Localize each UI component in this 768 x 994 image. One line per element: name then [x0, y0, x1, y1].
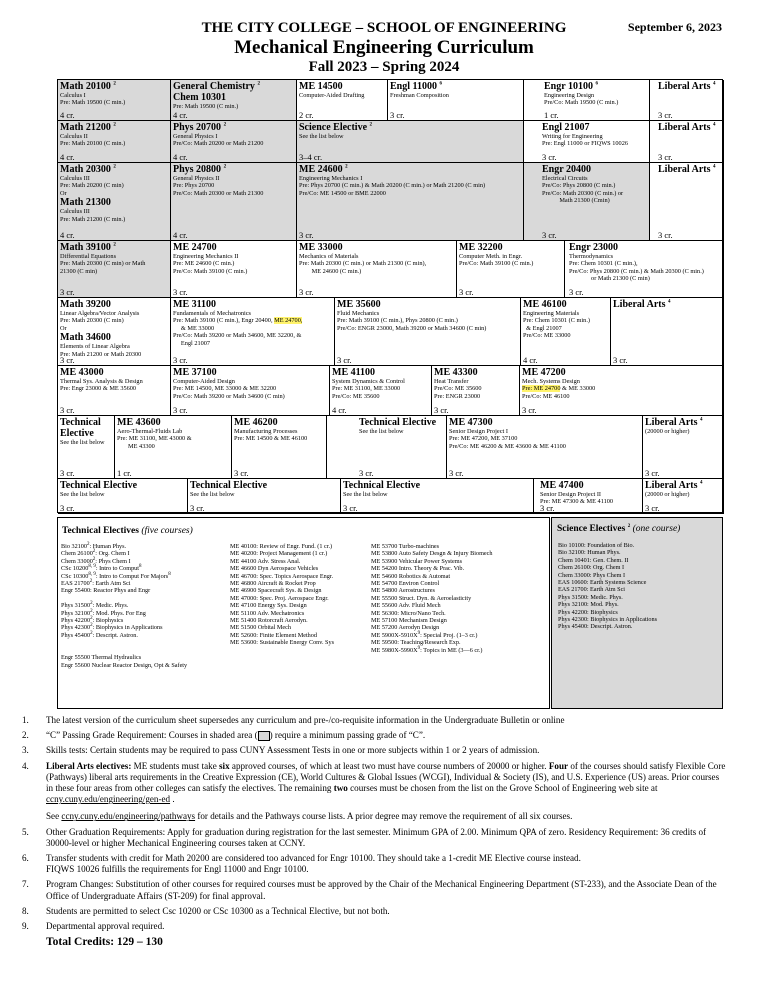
footnote-number: 5.	[22, 826, 29, 837]
course-details: General Physics II Pre: Phys 20700 Pre/Co: Math 20300 or Math 21300	[173, 175, 264, 197]
technical-electives-box	[57, 517, 550, 709]
credit-count: 3 cr.	[540, 503, 555, 513]
course-title: Science Elective $^2$	[299, 122, 373, 133]
course-title: Math 39100 $^2$	[60, 242, 116, 253]
footnote	[22, 745, 726, 756]
footnote-text: Liberal Arts electives: ME students must take six approved courses, of which at least two must have course numbers of 20000 or higher. Four of the courses should satisfy Flexible Core (Pathways) liberal arts requirements in the Creative Expression (CE), World Cultures & Global Issues (WCGI), Individual & Society (IS), and U.S. Experience (US) areas. Prior courses in these four areas from other colleges can satisfy the electives. The remaining two courses must be chosen from the list on the Grove School of Engineering web site at ccny.cuny.edu/engineering/gen-ed . See ccny.cuny.edu/engineering/pathways for details and the Pathways course lists. A prior degree may remove the requirement of all six courses.	[46, 760, 726, 822]
course-details: See the list below	[60, 491, 105, 498]
credit-count: 3 cr.	[522, 405, 537, 415]
credit-count: 3 cr.	[645, 468, 660, 478]
course-cell	[650, 80, 724, 121]
course-cell	[524, 163, 650, 241]
course-details: Pre: Math 19500 (C min.)	[173, 103, 239, 110]
credit-count: 3 cr.	[173, 287, 188, 297]
credit-count: 1 cr.	[544, 110, 559, 120]
course-details-alt: Elements of Linear Algebra Pre: Math 21200 or Math 20300	[60, 343, 142, 358]
credit-count: 1 cr.	[117, 468, 132, 478]
course-details: See the list below	[343, 491, 388, 498]
course-title: ME 24700	[173, 242, 217, 253]
course-title: ME 24600 $^2$	[299, 164, 348, 175]
course-cell	[341, 479, 534, 514]
course-details: Mechanics of Materials Pre: Math 20300 (C min.) or Math 21300 (C min), ME 24600 (C min.)	[299, 253, 427, 275]
course-details: See the list below	[190, 491, 235, 498]
footnote	[22, 879, 726, 901]
course-cell	[611, 298, 724, 366]
course-details: Electrical Circuits Pre/Co: Phys 20800 (C min.) Pre/Co: Math 20300 (C min.) or Math 21300 (Cmin)	[542, 175, 624, 205]
course-cell	[297, 80, 388, 121]
course-details: See the list below	[359, 428, 404, 435]
course-cell	[330, 366, 432, 416]
footnote-text: Program Changes: Substitution of other courses for required courses must be approved by the Chair of the Mechanical Engineering Department (ST-233), and the Associate Dean of the Office of Undergraduate Affairs (ST-209) for final approval.	[46, 879, 717, 901]
course-title: Technical Elective	[343, 480, 421, 491]
course-title: Liberal Arts $^4$	[658, 164, 716, 175]
course-details: Manufacturing Processes Pre: ME 14500 & ME 46100	[234, 428, 308, 443]
science-electives-list: Bio 10100: Foundation of Bio. Bio 32100: Human Phys. Chem 10401: Gen. Chem. II Chem 26100: Org. Chem I Chem 33000: Phys Chem I EAS 10600: Earth Systems Science EAS 21700: Earth Atm Sci Phys 31500: Medic. Phys. Phys 32100: Mod. Phys. Phys 42200: Biophysics Phys 42300: Biophysics in Applications Phys 45400: Descript. Astron.	[558, 542, 658, 631]
course-title: Engl 11000 $^6$	[390, 81, 442, 92]
credit-count: 4 cr.	[60, 230, 75, 240]
footnote-number: 3.	[22, 745, 29, 756]
footnote-number: 7.	[22, 879, 29, 890]
course-cell	[521, 298, 611, 366]
credit-count: 4 cr.	[60, 110, 75, 120]
course-title: Technical Elective	[60, 480, 138, 491]
footnote	[22, 853, 726, 875]
credit-count: 3 cr.	[658, 230, 673, 240]
course-cell	[58, 121, 171, 163]
sheet-date: September 6, 2023	[627, 20, 722, 34]
course-cell	[297, 241, 457, 298]
course-title: ME 32200	[459, 242, 503, 253]
course-title: ME 47200	[522, 367, 566, 378]
footnote-number: 1.	[22, 715, 29, 725]
course-details: See the list below	[60, 439, 105, 446]
credit-count: 3 cr.	[343, 503, 358, 513]
course-details: Calculus II Pre: Math 20100 (C min.)	[60, 133, 126, 148]
course-cell	[643, 416, 724, 479]
curriculum-grid	[57, 79, 723, 513]
footnotes	[22, 715, 726, 936]
course-cell	[171, 366, 330, 416]
course-details: Fundamentals of Mechatronics Pre: Math 39100 (C min.), Engr 20400, ME 24700, & ME 33000 Pre/Co: Math 39200 or Math 34600, ME 32200, & Engl 21007	[173, 310, 303, 347]
course-cell	[520, 366, 724, 416]
footnote	[22, 827, 726, 849]
course-title: Technical	[60, 417, 101, 428]
footnote-text: The latest version of the curriculum sheet supersedes any curriculum and pre-/co-requisite information in the Undergraduate Bulletin or online	[46, 715, 565, 725]
course-title: ME 35600	[337, 299, 381, 310]
credit-count: 3 cr.	[459, 287, 474, 297]
course-title: Technical Elective	[359, 417, 437, 428]
course-cell	[58, 163, 171, 241]
tech-electives-col-1: Bio 32100$^2$: Human Phys. Chem 26100$^2$: Org. Chem I Chem 33000$^2$: Phys Chem I CSc 10200$^{8, 9}$: Intro to Comput$^8$ CSc 10300$^{8, 9}$: Intro to Comput For Majors$^8$ EAS 21700$^2$: Earth Atm Sci Engr 55400: Reactor Phys and Engr Phys 31500$^2$: Medic. Phys. Phys 32100$^2$: Mod. Phys. For Eng Phys 42200$^2$: Biophysics Phys 42300$^2$: Biophysics in Applications Phys 45400$^2$: Descript. Astron. Engr 55500 Thermal Hydraulics Engr 55600 Nuclear Reactor Design, Opt & Safety	[61, 541, 188, 669]
credit-count: 3 cr.	[613, 355, 628, 365]
course-cell	[115, 416, 232, 479]
course-details: Engineering Materials Pre: Chem 10301 (C min.) & Engl 21007 Pre/Co: ME 33000	[523, 310, 590, 340]
footnote-number: 6.	[22, 853, 29, 864]
credit-count: 3 cr.	[173, 405, 188, 415]
course-title: ME 47400	[540, 480, 584, 491]
course-cell	[565, 241, 724, 298]
footnote-text: Other Graduation Requirements: Apply for graduation during registration for the last semester. Minimum GPA of 2.00. Minimum QPA of zero. Residency Requirement: 36 credits of 30000-level or higher Mechanical Engineering courses taken at CCNY.	[46, 826, 707, 848]
course-details: Writing for Engineering Pre: Engl 11000 or FIQWS 10026	[542, 133, 628, 148]
course-title: ME 46100	[523, 299, 567, 310]
course-cell	[335, 298, 521, 366]
course-title-2: Chem 10301	[173, 92, 227, 103]
course-title: ME 47300	[449, 417, 493, 428]
footnote-text: “C” Passing Grade Requirement: Courses in shaded area ( ) require a minimum passing grade of “C”.	[46, 730, 426, 741]
course-cell	[524, 80, 650, 121]
credit-count: 3 cr.	[60, 405, 75, 415]
course-title: ME 43300	[434, 367, 478, 378]
course-title: ME 41100	[332, 367, 376, 378]
course-cell	[432, 366, 520, 416]
credit-count: 4 cr.	[173, 152, 188, 162]
credit-count: 3 cr.	[60, 468, 75, 478]
footnote-number: 8.	[22, 905, 29, 916]
credit-count: 3 cr.	[449, 468, 464, 478]
course-title: Engr 23000	[569, 242, 618, 253]
footnote	[22, 715, 726, 726]
course-title: ME 37100	[173, 367, 217, 378]
total-credits: Total Credits: 129 – 130	[46, 936, 163, 948]
credit-count: 3 cr.	[434, 405, 449, 415]
footnote-number: 9.	[22, 921, 29, 932]
course-title-alt: Math 21300	[60, 197, 111, 209]
course-details: Aero-Thermal-Fluids Lab Pre: ME 31100, ME 43000 & ME 43300	[117, 428, 192, 450]
course-details: Computer-Aided Design Pre: ME 14500, ME 33000 & ME 32200 Pre/Co: Math 39200 or Math 34600 (C min)	[173, 378, 285, 400]
credit-count: 3 cr.	[60, 355, 75, 365]
credit-count: 3 cr.	[390, 110, 405, 120]
credit-count: 3 cr.	[542, 230, 557, 240]
course-cell	[58, 479, 188, 514]
credit-count: 3 cr.	[60, 503, 75, 513]
credit-count: 4 cr.	[173, 110, 188, 120]
course-cell	[650, 121, 724, 163]
course-title: ME 14500	[299, 81, 343, 92]
course-title: Engr 10100 $^6$	[544, 81, 598, 92]
course-details: Engineering Mechanics I Pre: Phys 20700 (C min.) & Math 20200 (C min.) or Math 21200 (C min) Pre/Co: ME 14500 or BME 22000	[299, 175, 486, 197]
course-cell	[297, 163, 524, 241]
course-cell	[297, 121, 524, 163]
course-cell	[171, 298, 335, 366]
footnote	[22, 730, 726, 741]
science-electives-title: Science Electives $^2$ (one course)	[557, 523, 681, 534]
course-title: Phys 20700 $^2$	[173, 122, 227, 133]
credit-count: 3 cr.	[299, 230, 314, 240]
course-title: Math 20100 $^2$	[60, 81, 116, 92]
course-cell	[58, 366, 171, 416]
course-details: Thermodynamics Pre: Chem 10301 (C min.), Pre/Co: Phys 20800 (C min.) & Math 20300 (C min.) or Math 21300 (C min)	[569, 253, 704, 283]
credit-count: 3 cr.	[60, 287, 75, 297]
course-details: Fluid Mechanics Pre: Math 39100 (C min.), Phys 20800 (C min.) Pre/Co: ENGR 23000, Math 39200 or Math 34600 (C min)	[337, 310, 487, 332]
credit-count: 4 cr.	[173, 230, 188, 240]
tech-electives-col-3: ME 53700 Turbo-machines ME 53800 Auto Safety Desgn & Injury Biomech ME 53900 Vehicular Power Systems ME 54200 Intro. Theory & Prac. Vib. ME 54600 Robotics & Automat ME 54700 Environ Control ME 54800 Aerostructures ME 55500 Struct. Dyn. & Aeroelasticity ME 55600 Adv. Fluid Mech ME 56300: Micro/Nano Tech. ME 57100 Mechanism Design ME 57200 Aerodyn Design ME $5900X-5910X^9$: Special Proj. (1–3 cr.) ME 59500: Teaching/Research Exp. ME $5980X-5990X^9$: Topics in ME (3—6 cr.)	[371, 543, 493, 654]
credit-count: 3 cr.	[359, 468, 374, 478]
course-title: ME 33000	[299, 242, 343, 253]
credit-count: 2 cr.	[299, 110, 314, 120]
credit-count: 3–4 cr.	[299, 152, 323, 162]
course-cell	[534, 479, 643, 514]
course-cell	[447, 416, 643, 479]
course-details: Calculus I Pre: Math 19500 (C min.)	[60, 92, 126, 107]
footnote-number: 2.	[22, 730, 29, 741]
course-details: Computer-Aided Drafting	[299, 92, 365, 99]
credit-count: 4 cr.	[523, 355, 538, 365]
course-details: Calculus III Pre: Math 20200 (C min) Or	[60, 175, 124, 197]
course-details: Differential Equations Pre: Math 20300 (C min) or Math 21300 (C min)	[60, 253, 146, 275]
course-title: ME 31100	[173, 299, 217, 310]
credit-count: 3 cr.	[299, 287, 314, 297]
course-details: General Physics I Pre/Co: Math 20200 or Math 21200	[173, 133, 264, 148]
course-cell	[650, 163, 724, 241]
science-electives-box	[551, 517, 723, 709]
credit-count: 4 cr.	[60, 152, 75, 162]
credit-count: 3 cr.	[234, 468, 249, 478]
course-details: Engineering Design Pre/Co: Math 19500 (C min.)	[544, 92, 619, 107]
course-title: Liberal Arts $^4$	[613, 299, 671, 310]
footnote-number: 4.	[22, 760, 29, 771]
course-details: Senior Design Project II Pre: ME 47300 & ME 41100	[540, 491, 614, 506]
course-cell	[524, 121, 650, 163]
course-title: General Chemistry $^2$	[173, 81, 260, 92]
course-details: (20000 or higher)	[645, 491, 690, 498]
course-details-alt: Calculus III Pre: Math 21200 (C min.)	[60, 208, 126, 223]
course-details: Linear Algebra/Vector Analysis Pre: Math 20300 (C min) Or	[60, 310, 140, 332]
credit-count: 3 cr.	[645, 503, 660, 513]
course-title: Math 39200	[60, 299, 111, 310]
footnote-text: Departmental approval required.	[46, 921, 165, 932]
footnote-text: Transfer students with credit for Math 20200 are considered too advanced for Engr 10100. They should take a 1-credit ME Elective course instead. FIQWS 10026 fulfills the requirements for Engl 11000 and Engr 10100.	[46, 853, 581, 875]
course-title: Liberal Arts $^4$	[658, 81, 716, 92]
course-cell	[58, 416, 115, 479]
course-cell	[171, 241, 297, 298]
course-title-2: Elective	[60, 428, 94, 439]
course-cell	[58, 80, 171, 121]
course-title: Engr 20400	[542, 164, 591, 175]
course-cell	[327, 416, 447, 479]
course-cell	[58, 241, 171, 298]
credit-count: 3 cr.	[542, 152, 557, 162]
course-details: System Dynamics & Control Pre: ME 31100, ME 33000 Pre/Co: ME 35600	[332, 378, 405, 400]
course-title: Phys 20800 $^2$	[173, 164, 227, 175]
course-cell	[171, 163, 297, 241]
course-details: Engineering Mechanics II Pre: ME 24600 (C min.) Pre/Co: Math 39100 (C min.)	[173, 253, 248, 275]
course-cell	[388, 80, 524, 121]
footnote-text: Students are permitted to select Csc 10200 or CSc 10300 as a Technical Elective, but not both.	[46, 905, 390, 916]
course-title: Liberal Arts $^4$	[645, 417, 703, 428]
course-details: See the list below	[299, 133, 344, 140]
course-title-alt: Math 34600	[60, 332, 111, 344]
academic-years: Fall 2023 – Spring 2024	[308, 59, 460, 75]
tech-electives-col-2: ME 40100: Review of Engr. Fund. (1 cr.) ME 40200: Project Management (1 cr.) ME 44100 Adv. Stress Anal. ME 46600 Dyn Aerospace Vehicles ME 46700: Spec. Topics Aerospace Engr. ME 46800 Aircraft & Rocket Prop ME 46900 Spacecraft Sys. & Design ME 47000: Spec. Proj. Aerospace Engr. ME 47100 Energy Sys. Design ME 51100 Adv. Mechatronics ME 51400 Rotorcraft Aerodyn. ME 51500 Orbital Mech ME 52600: Finite Element Method ME 53600: Sustainable Energy Conv. Sys	[230, 543, 334, 647]
course-cell	[643, 479, 724, 514]
course-title: Technical Elective	[190, 480, 268, 491]
course-details: Mech. Systems Design Pre: ME 24700 & ME 33000 Pre/Co: ME 46100	[522, 378, 596, 400]
course-title: Math 21200 $^2$	[60, 122, 116, 133]
course-details: Heat Transfer Pre/Co: ME 35600 Pre: ENGR 23000	[434, 378, 482, 400]
credit-count: 3 cr.	[173, 355, 188, 365]
credit-count: 4 cr.	[332, 405, 347, 415]
course-title: ME 46200	[234, 417, 278, 428]
course-title: Liberal Arts $^4$	[658, 122, 716, 133]
footnote	[22, 906, 726, 917]
credit-count: 3 cr.	[190, 503, 205, 513]
course-title: Math 20300 $^2$	[60, 164, 116, 175]
course-cell	[457, 241, 565, 298]
credit-count: 3 cr.	[337, 355, 352, 365]
course-cell	[171, 80, 297, 121]
credit-count: 3 cr.	[569, 287, 584, 297]
course-details: Computer Meth. in Engr. Pre/Co: Math 39100 (C min.)	[459, 253, 534, 268]
credit-count: 3 cr.	[658, 110, 673, 120]
course-details: (20000 or higher)	[645, 428, 690, 435]
course-cell	[58, 298, 171, 366]
footnote	[22, 921, 726, 932]
footnote-text: Skills tests: Certain students may be required to pass CUNY Assessment Tests in one or more subjects within 1 or 2 years of admission.	[46, 745, 540, 756]
course-title: Engl 21007	[542, 122, 590, 133]
course-details: Freshman Composition	[390, 92, 449, 99]
college-heading: THE CITY COLLEGE – SCHOOL OF ENGINEERING	[201, 20, 567, 36]
course-cell	[188, 479, 341, 514]
course-details: Senior Design Project I Pre: ME 47200, ME 37100 Pre/Co: ME 46200 & ME 43600 & ME 41100	[449, 428, 566, 450]
course-title: ME 43000	[60, 367, 104, 378]
course-cell	[171, 121, 297, 163]
course-title: Liberal Arts $^4$	[645, 480, 703, 491]
technical-electives-title: Technical Electives (five courses)	[62, 526, 193, 536]
page-title: Mechanical Engineering Curriculum	[234, 37, 534, 58]
credit-count: 3 cr.	[658, 152, 673, 162]
course-details: Thermal Sys. Analysis & Design Pre: Engr 23000 & ME 35600	[60, 378, 143, 393]
footnote	[22, 761, 726, 823]
course-cell	[232, 416, 327, 479]
course-title: ME 43600	[117, 417, 161, 428]
